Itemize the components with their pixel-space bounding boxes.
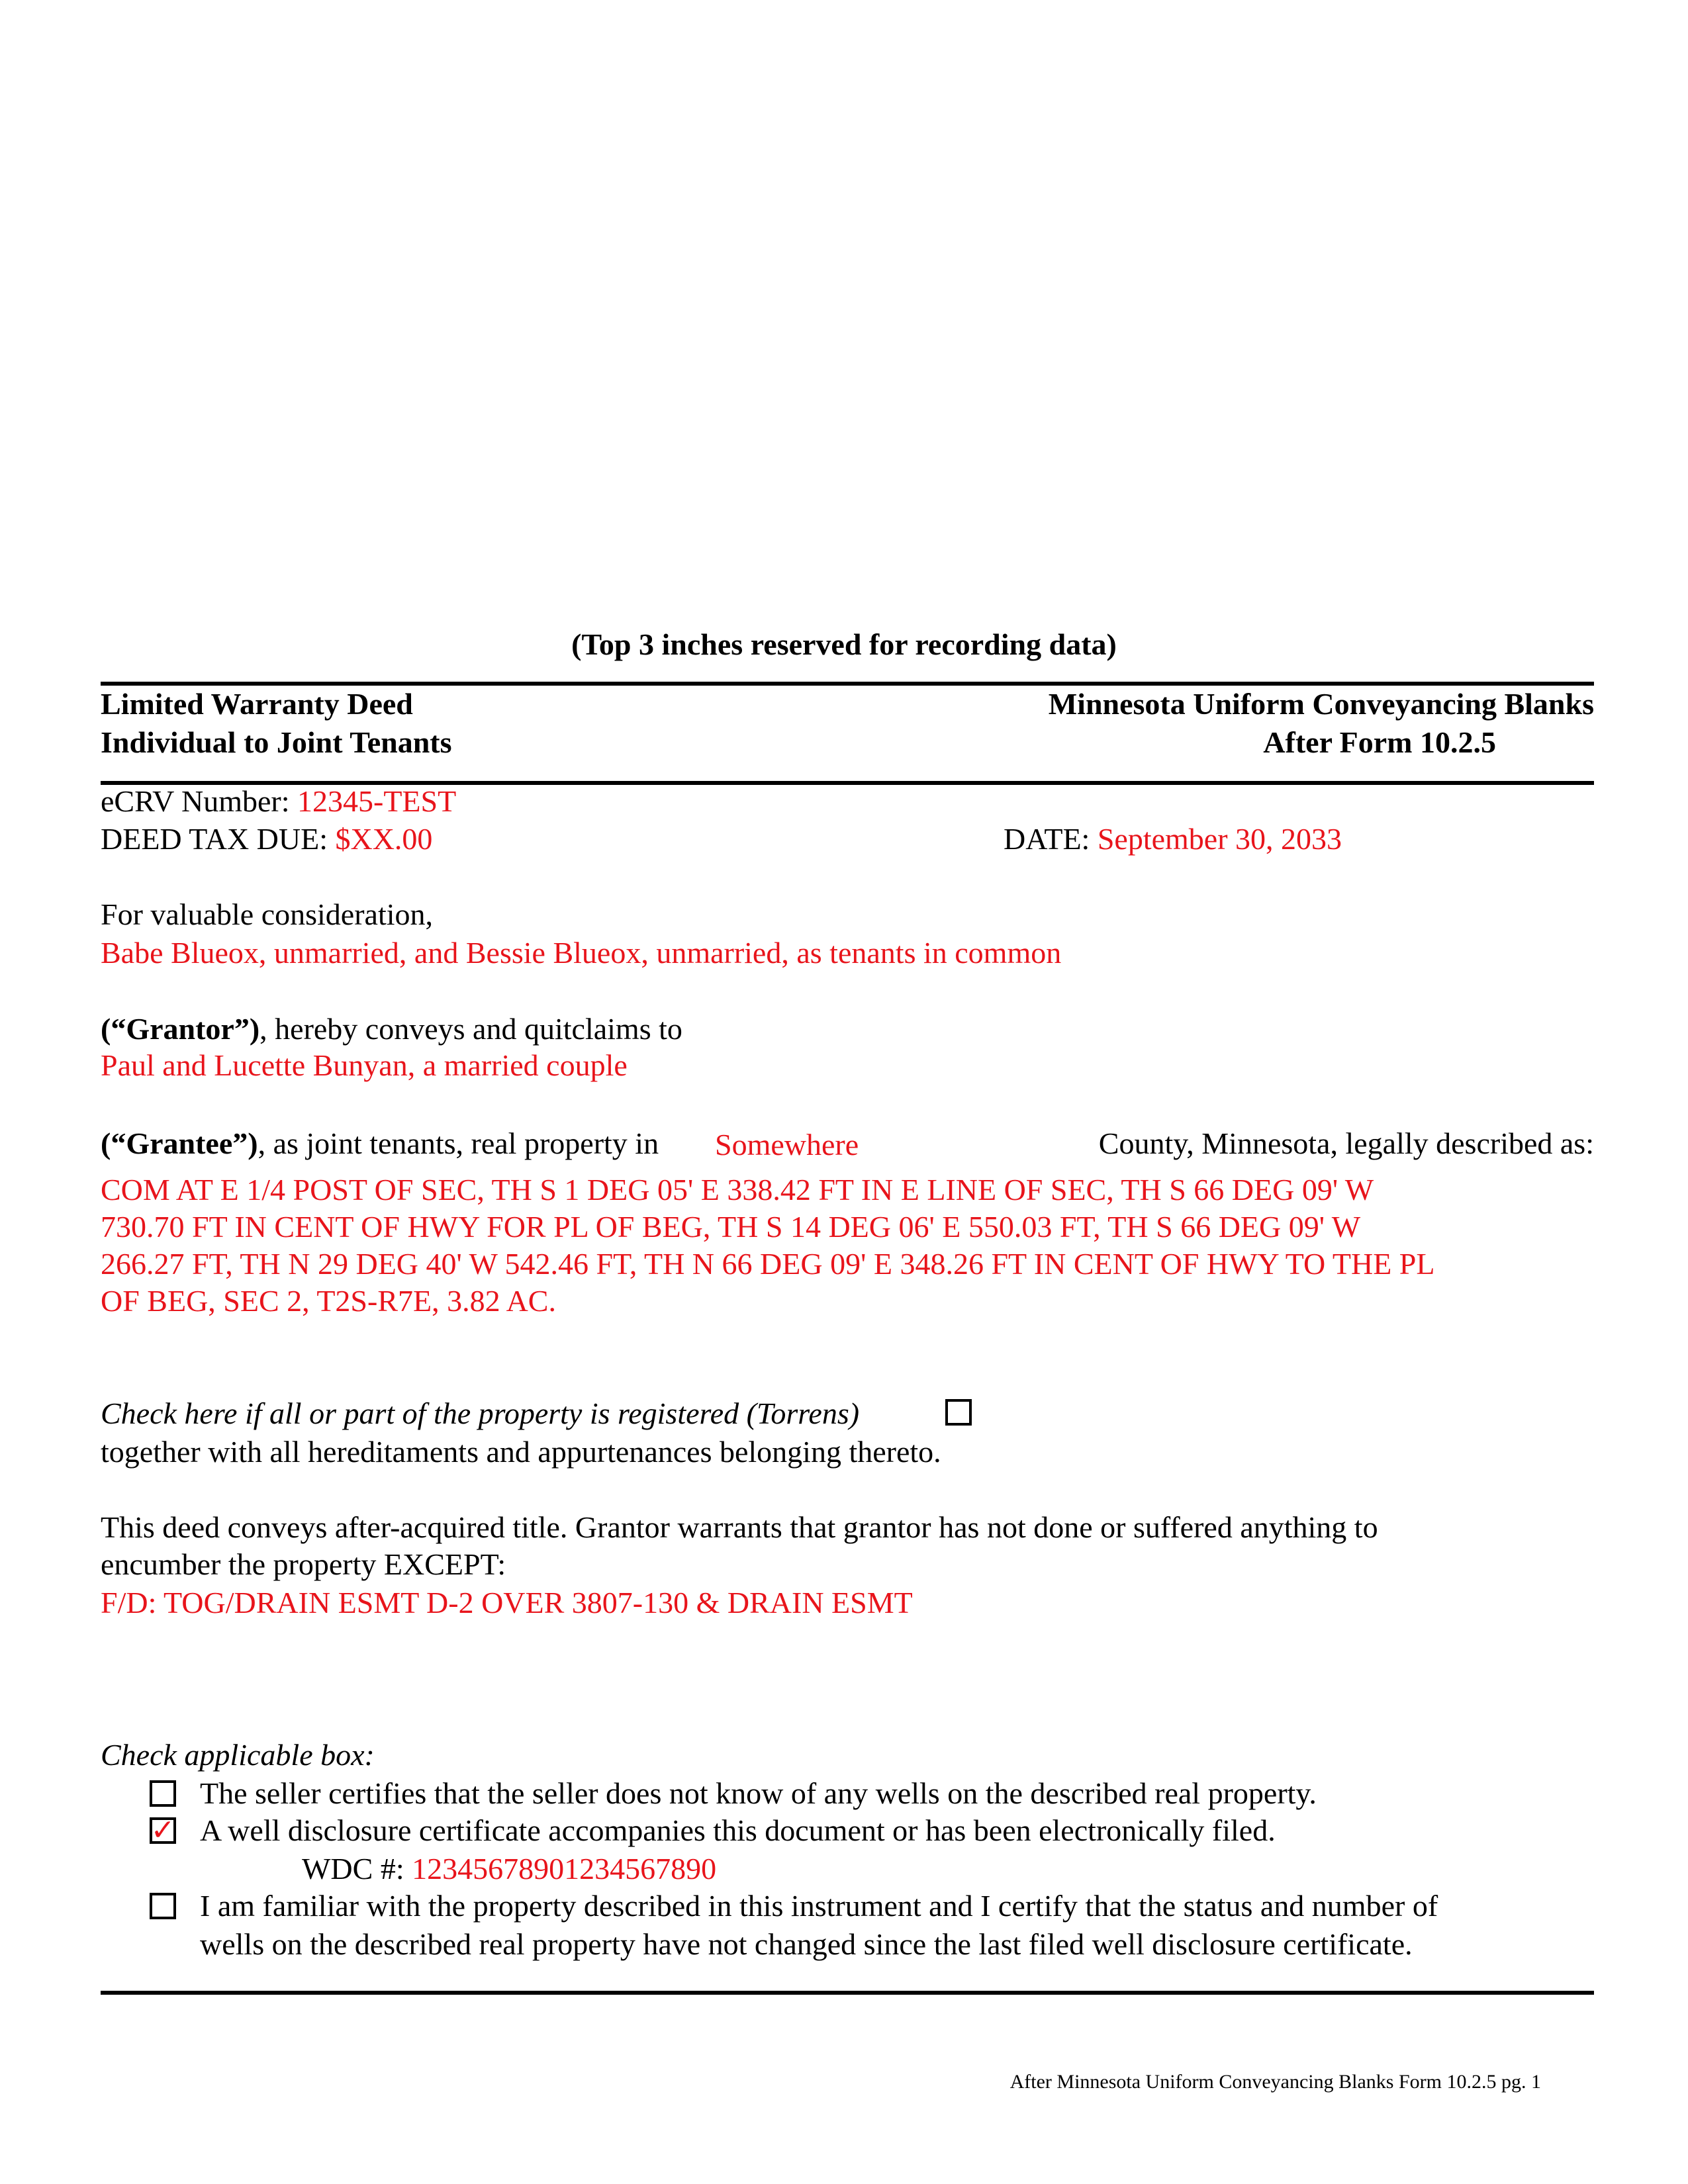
- deed-tax-label: DEED TAX DUE:: [101, 822, 328, 856]
- deed-subtitle: Individual to Joint Tenants: [101, 725, 452, 759]
- familiar-property-text-1: I am familiar with the property described in this instrument and I certify that the status and number of: [200, 1889, 1438, 1923]
- ecrv-label: eCRV Number:: [101, 784, 290, 818]
- county-value[interactable]: Somewhere: [715, 1128, 859, 1161]
- grantor-names[interactable]: Babe Blueox, unmarried, and Bessie Blueox, unmarried, as tenants in common: [101, 936, 1062, 970]
- grantee-names[interactable]: Paul and Lucette Bunyan, a married couple: [101, 1048, 628, 1082]
- familiar-property-checkbox[interactable]: [150, 1893, 176, 1919]
- form-series-title: Minnesota Uniform Conveyancing Blanks: [1048, 687, 1594, 721]
- familiar-property-text-2: wells on the described real property have not changed since the last filed well disclosure certificate.: [200, 1927, 1413, 1961]
- checkmark-icon: ✓: [150, 1814, 175, 1846]
- grantor-label: (“Grantor”): [101, 1012, 260, 1046]
- grantee-clause-text: , as joint tenants, real property in: [258, 1126, 659, 1160]
- wdc-number[interactable]: 12345678901234567890: [412, 1852, 717, 1886]
- deed-tax-row: [101, 821, 432, 858]
- well-certificate-checkbox[interactable]: [150, 1814, 176, 1846]
- no-wells-text: The seller certifies that the seller does not know of any wells on the described real property.: [200, 1776, 1317, 1810]
- date-label: DATE:: [1004, 822, 1090, 856]
- date-value[interactable]: September 30, 2033: [1097, 822, 1342, 856]
- ecrv-row: [101, 783, 456, 820]
- check-applicable-heading: Check applicable box:: [101, 1738, 375, 1772]
- well-certificate-text: A well disclosure certificate accompanies this document or has been electronically filed.: [200, 1813, 1276, 1847]
- after-acquired-text: This deed conveys after-acquired title. Grantor warrants that grantor has not done or suffered anything to: [101, 1510, 1378, 1544]
- deed-tax-value[interactable]: $XX.00: [335, 822, 433, 856]
- grantor-clause: [101, 1011, 682, 1048]
- date-row: [1004, 821, 1342, 858]
- form-number: After Form 10.2.5: [1263, 725, 1496, 759]
- grantor-clause-text: , hereby conveys and quitclaims to: [259, 1012, 682, 1046]
- ecrv-number[interactable]: 12345-TEST: [297, 784, 457, 818]
- exceptions-value[interactable]: F/D: TOG/DRAIN ESMT D-2 OVER 3807-130 & DRAIN ESMT: [101, 1586, 913, 1619]
- page-footer: After Minnesota Uniform Conveyancing Blanks Form 10.2.5 pg. 1: [1009, 2071, 1541, 2093]
- legal-description-line[interactable]: 266.27 FT, TH N 29 DEG 40' W 542.46 FT, TH N 66 DEG 09' E 348.26 FT IN CENT OF HWY TO THE PL: [101, 1247, 1435, 1281]
- recording-reserved-note: (Top 3 inches reserved for recording data): [571, 627, 1117, 661]
- county-clause-text: County, Minnesota, legally described as:: [1098, 1126, 1594, 1160]
- torrens-text: Check here if all or part of the property is registered (Torrens): [101, 1396, 860, 1430]
- grantee-label: (“Grantee”): [101, 1126, 258, 1160]
- torrens-checkbox[interactable]: [945, 1399, 972, 1426]
- grantee-clause: [101, 1125, 659, 1162]
- consideration-text: For valuable consideration,: [101, 897, 434, 931]
- after-acquired-text-2: encumber the property EXCEPT:: [101, 1547, 506, 1581]
- bottom-rule: [101, 1991, 1594, 1995]
- no-wells-checkbox[interactable]: [150, 1780, 176, 1807]
- legal-description-line[interactable]: COM AT E 1/4 POST OF SEC, TH S 1 DEG 05' E 338.42 FT IN E LINE OF SEC, TH S 66 DEG 09' W: [101, 1173, 1374, 1206]
- deed-title: Limited Warranty Deed: [101, 687, 413, 721]
- legal-description-line[interactable]: 730.70 FT IN CENT OF HWY FOR PL OF BEG, TH S 14 DEG 06' E 550.03 FT, TH S 66 DEG 09' W: [101, 1210, 1361, 1244]
- hereditaments-text: together with all hereditaments and appurtenances belonging thereto.: [101, 1435, 941, 1469]
- wdc-label: WDC #:: [302, 1852, 404, 1886]
- wdc-row: [302, 1850, 716, 1888]
- legal-description-line[interactable]: OF BEG, SEC 2, T2S-R7E, 3.82 AC.: [101, 1284, 556, 1318]
